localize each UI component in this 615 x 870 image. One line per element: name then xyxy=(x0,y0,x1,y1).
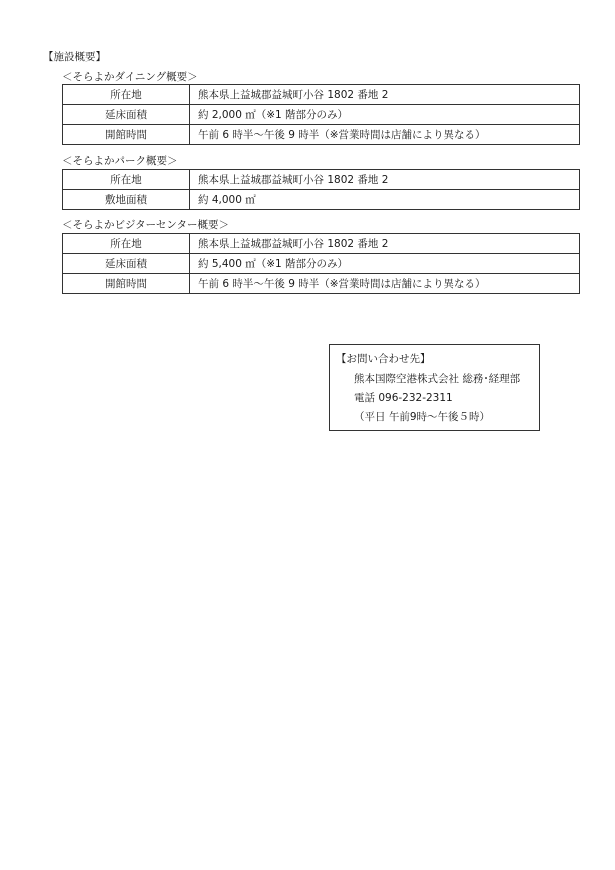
row-value: 約 4,000 ㎡ xyxy=(190,190,580,210)
section-title-dining: ＜そらよかダイニング概要＞ xyxy=(62,71,198,83)
contact-title: 【お問い合わせ先】 xyxy=(336,353,431,365)
row-label: 所在地 xyxy=(63,234,190,254)
facility-overview-heading: 【施設概要】 xyxy=(43,51,106,63)
table-row xyxy=(63,105,580,125)
contact-company: 熊本国際空港株式会社 総務･経理部 xyxy=(354,373,521,385)
table-row xyxy=(63,170,580,190)
section-title-park: ＜そらよかパーク概要＞ xyxy=(62,155,178,167)
row-label: 延床面積 xyxy=(63,105,190,125)
row-value: 熊本県上益城郡益城町小谷 1802 番地 2 xyxy=(190,170,580,190)
dining-overview-table xyxy=(62,84,580,145)
park-overview-table xyxy=(62,169,580,210)
table-row xyxy=(63,190,580,210)
row-label: 所在地 xyxy=(63,85,190,105)
contact-hours: （平日 午前9時～午後５時） xyxy=(354,411,491,423)
table-row xyxy=(63,274,580,294)
row-value: 午前 6 時半～午後 9 時半（※営業時間は店舗により異なる） xyxy=(190,274,580,294)
section-title-visitor-center: ＜そらよかビジターセンター概要＞ xyxy=(62,219,229,231)
row-label: 開館時間 xyxy=(63,125,190,145)
row-label: 延床面積 xyxy=(63,254,190,274)
table-row xyxy=(63,234,580,254)
row-value: 熊本県上益城郡益城町小谷 1802 番地 2 xyxy=(190,85,580,105)
row-label: 開館時間 xyxy=(63,274,190,294)
contact-box xyxy=(329,344,540,431)
table-row xyxy=(63,254,580,274)
table-row xyxy=(63,85,580,105)
contact-phone: 電話 096-232-2311 xyxy=(354,392,453,404)
row-label: 所在地 xyxy=(63,170,190,190)
row-value: 約 2,000 ㎡（※1 階部分のみ） xyxy=(190,105,580,125)
row-label: 敷地面積 xyxy=(63,190,190,210)
visitor-center-overview-table xyxy=(62,233,580,294)
row-value: 午前 6 時半～午後 9 時半（※営業時間は店舗により異なる） xyxy=(190,125,580,145)
table-row xyxy=(63,125,580,145)
row-value: 熊本県上益城郡益城町小谷 1802 番地 2 xyxy=(190,234,580,254)
row-value: 約 5,400 ㎡（※1 階部分のみ） xyxy=(190,254,580,274)
